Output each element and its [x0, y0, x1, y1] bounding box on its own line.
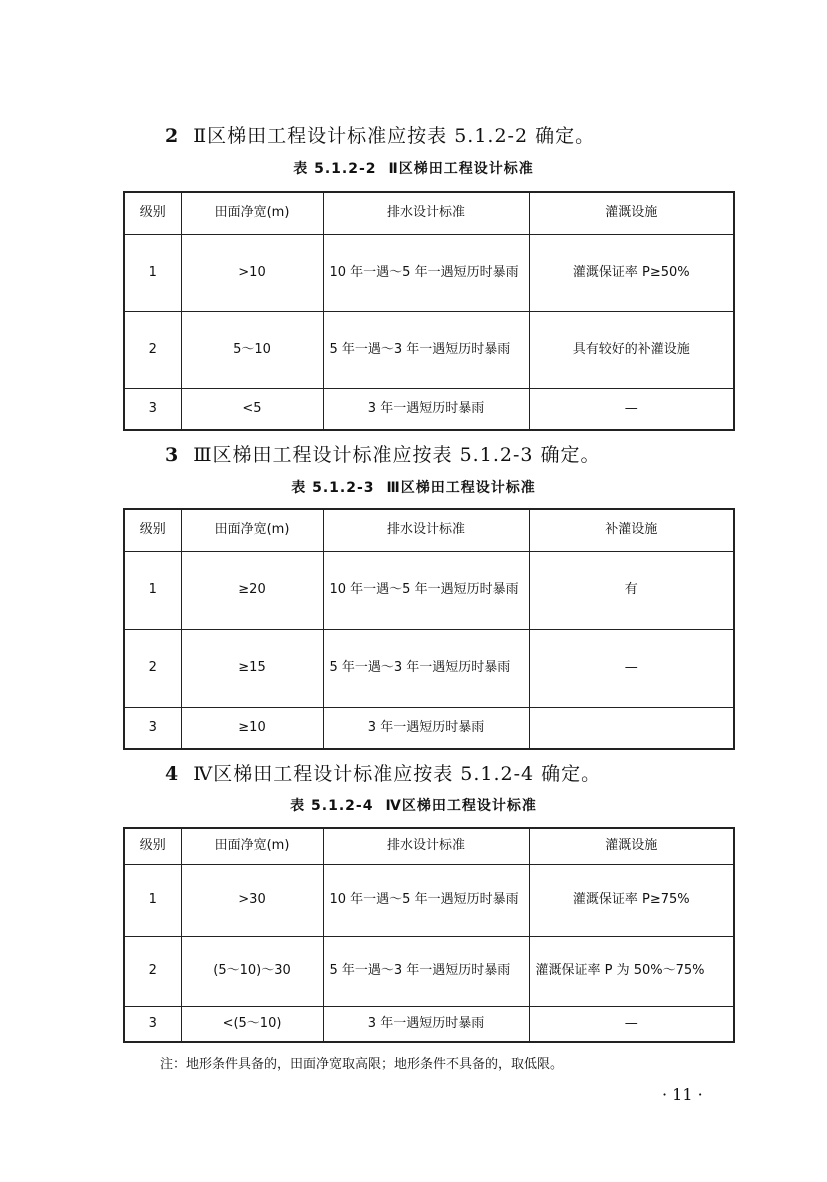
- table-cell: 3: [124, 388, 181, 430]
- table-header-row: [124, 509, 734, 551]
- clause-2: [165, 121, 595, 148]
- table-header-row: [124, 828, 734, 864]
- clause-number: 2: [165, 125, 180, 147]
- table-caption-id: 表 5.1.2-3: [291, 480, 375, 496]
- column-header: 级别: [124, 192, 181, 234]
- table-caption: [0, 477, 827, 497]
- table-cell: 灌溉保证率 P≥75%: [529, 864, 734, 936]
- table-row: [124, 936, 734, 1006]
- table-row: [124, 707, 734, 749]
- table-cell: 5～10: [181, 311, 323, 388]
- table-cell: 灌溉保证率 P≥50%: [529, 234, 734, 311]
- table-caption: [0, 795, 827, 815]
- table-cell: 5 年一遇～3 年一遇短历时暴雨: [323, 311, 529, 388]
- table-cell: <(5～10): [181, 1006, 323, 1042]
- table-cell: 灌溉保证率 P 为 50%～75%: [529, 936, 734, 1006]
- column-header: 排水设计标准: [323, 509, 529, 551]
- table-caption-id: 表 5.1.2-4: [290, 798, 374, 814]
- table-caption-id: 表 5.1.2-2: [293, 161, 377, 177]
- clause-3: [165, 440, 601, 467]
- clause-4: [165, 759, 601, 786]
- table-cell: >10: [181, 234, 323, 311]
- table-cell: 3 年一遇短历时暴雨: [323, 388, 529, 430]
- table-5-1-2-4: [123, 827, 735, 1043]
- table-cell: 2: [124, 311, 181, 388]
- clause-text: Ⅱ区梯田工程设计标准应按表 5.1.2-2 确定。: [193, 125, 596, 147]
- table-cell: 1: [124, 234, 181, 311]
- table-cell: 10 年一遇～5 年一遇短历时暴雨: [323, 864, 529, 936]
- table-row: [124, 551, 734, 629]
- table-cell: 2: [124, 629, 181, 707]
- table-cell: 3 年一遇短历时暴雨: [323, 1006, 529, 1042]
- table-row: [124, 1006, 734, 1042]
- table-5-1-2-3: [123, 508, 735, 750]
- column-header: 田面净宽(m): [181, 509, 323, 551]
- table-cell: —: [529, 629, 734, 707]
- column-header: 排水设计标准: [323, 192, 529, 234]
- table-cell: 1: [124, 864, 181, 936]
- table-row: [124, 388, 734, 430]
- table-cell: 有: [529, 551, 734, 629]
- table-cell: 5 年一遇～3 年一遇短历时暴雨: [323, 936, 529, 1006]
- clause-number: 3: [165, 444, 180, 466]
- table-caption: [0, 158, 827, 178]
- table-caption-title: Ⅳ区梯田工程设计标准: [385, 798, 537, 814]
- column-header: 补灌设施: [529, 509, 734, 551]
- page-number: · 11 ·: [662, 1085, 703, 1104]
- column-header: 灌溉设施: [529, 828, 734, 864]
- column-header: 灌溉设施: [529, 192, 734, 234]
- table-cell: 具有较好的补灌设施: [529, 311, 734, 388]
- table-cell: 1: [124, 551, 181, 629]
- table-cell: 2: [124, 936, 181, 1006]
- table-row: [124, 629, 734, 707]
- table-cell: 3 年一遇短历时暴雨: [323, 707, 529, 749]
- table-cell: 10 年一遇～5 年一遇短历时暴雨: [323, 234, 529, 311]
- column-header: 级别: [124, 509, 181, 551]
- table-cell: —: [529, 388, 734, 430]
- column-header: 田面净宽(m): [181, 828, 323, 864]
- table-cell: 10 年一遇～5 年一遇短历时暴雨: [323, 551, 529, 629]
- table-header-row: [124, 192, 734, 234]
- column-header: 级别: [124, 828, 181, 864]
- table-caption-title: Ⅲ区梯田工程设计标准: [386, 480, 536, 496]
- table-5-1-2-2: [123, 191, 735, 431]
- clause-text: Ⅲ区梯田工程设计标准应按表 5.1.2-3 确定。: [193, 444, 601, 466]
- table-note: 注：地形条件具备的，田面净宽取高限；地形条件不具备的，取低限。: [160, 1057, 564, 1072]
- table-cell: ≥10: [181, 707, 323, 749]
- table-cell: >30: [181, 864, 323, 936]
- table-cell: <5: [181, 388, 323, 430]
- table-row: [124, 234, 734, 311]
- table-cell: 5 年一遇～3 年一遇短历时暴雨: [323, 629, 529, 707]
- column-header: 排水设计标准: [323, 828, 529, 864]
- table-cell: ≥15: [181, 629, 323, 707]
- table-cell: —: [529, 1006, 734, 1042]
- table-cell: 3: [124, 707, 181, 749]
- column-header: 田面净宽(m): [181, 192, 323, 234]
- clause-number: 4: [165, 763, 180, 785]
- table-cell: (5～10)～30: [181, 936, 323, 1006]
- table-row: [124, 311, 734, 388]
- table-cell: [529, 707, 734, 749]
- table-row: [124, 864, 734, 936]
- table-cell: ≥20: [181, 551, 323, 629]
- clause-text: Ⅳ区梯田工程设计标准应按表 5.1.2-4 确定。: [193, 763, 602, 785]
- table-cell: 3: [124, 1006, 181, 1042]
- table-caption-title: Ⅱ区梯田工程设计标准: [388, 161, 534, 177]
